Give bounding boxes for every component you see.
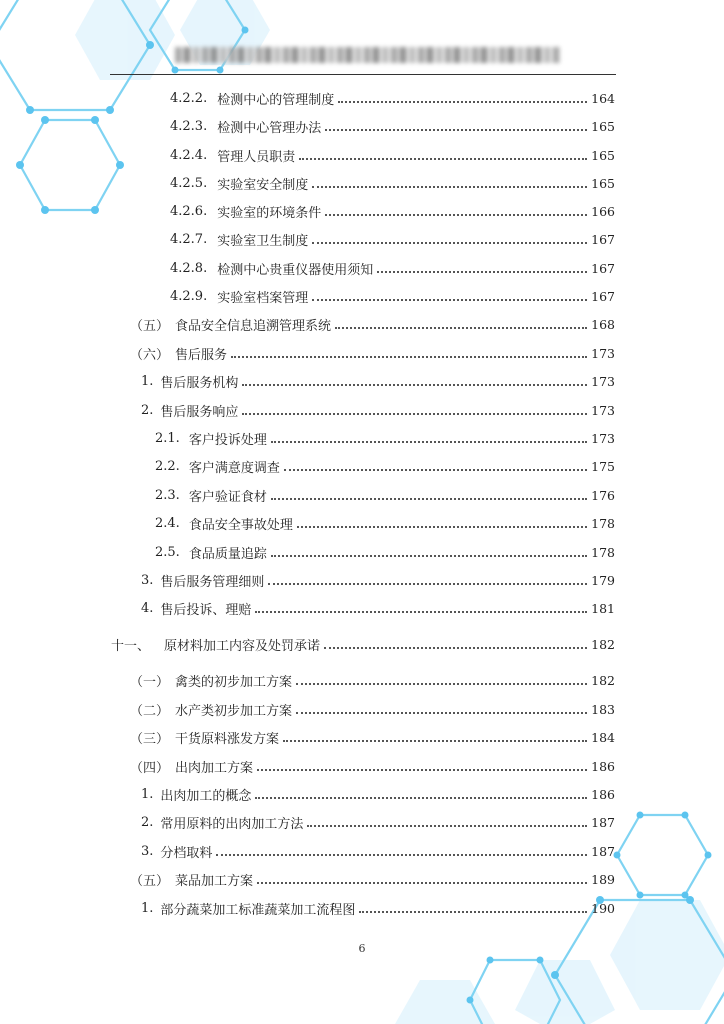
toc-entry-title: 食品质量追踪 (188, 546, 267, 562)
toc-entry-page: 186 (591, 786, 615, 802)
toc-entry-number: 3. (141, 843, 154, 859)
toc-entry-number: 2.5. (155, 544, 180, 560)
toc-entry-number: 2. (141, 814, 154, 830)
toc-entry[interactable] (141, 371, 615, 391)
toc-entry[interactable] (155, 513, 615, 533)
toc-entry-number: 2.3. (155, 487, 180, 503)
toc-entry-title: 干货原料涨发方案 (175, 731, 280, 747)
toc-entry-page: 167 (591, 260, 615, 276)
toc-leader-dots (284, 469, 587, 471)
toc-leader-dots (216, 854, 587, 856)
toc-entry-number: 4.2.9. (170, 288, 208, 304)
toc-entry-page: 179 (591, 572, 615, 588)
toc-entry-page: 165 (591, 118, 615, 134)
toc-leader-dots (257, 769, 587, 771)
toc-leader-dots (255, 797, 587, 799)
toc-entry-number: 2. (141, 402, 154, 418)
toc-leader-dots (296, 683, 587, 685)
toc-entry-title: 检测中心管理办法 (217, 120, 322, 136)
toc-entry-number: 4. (141, 600, 154, 616)
toc-entry-title: 水产类初步加工方案 (175, 703, 293, 719)
toc-entry-title: 出肉加工的概念 (160, 788, 252, 804)
toc-entry[interactable] (170, 258, 615, 278)
toc-entry-number: 4.2.8. (170, 260, 208, 276)
toc-entry-title: 菜品加工方案 (175, 873, 254, 889)
toc-entry-title: 食品安全信息追溯管理系统 (175, 318, 332, 334)
toc-leader-dots (299, 158, 587, 160)
toc-entry-number: （三） (130, 731, 170, 747)
toc-entry-page: 173 (591, 373, 615, 389)
toc-entry-title: 原材料加工内容及处罚承诺 (164, 638, 321, 654)
toc-entry-number: （五） (130, 873, 170, 889)
toc-entry[interactable] (141, 784, 615, 804)
toc-leader-dots (268, 583, 587, 585)
toc-entry[interactable] (141, 841, 615, 861)
toc-entry-page: 182 (591, 672, 615, 688)
toc-entry[interactable] (130, 727, 615, 747)
toc-entry[interactable] (170, 229, 615, 249)
toc-entry-number: （四） (130, 760, 170, 776)
toc-entry[interactable] (141, 898, 615, 918)
toc-leader-dots (231, 356, 587, 358)
toc-leader-dots (255, 611, 587, 613)
toc-entry-title: 实验室的环境条件 (217, 205, 322, 221)
toc-entry-number: 4.2.4. (170, 147, 208, 163)
toc-entry-number: 2.1. (155, 430, 180, 446)
toc-entry-title: 客户投诉处理 (188, 432, 267, 448)
toc-entry[interactable] (130, 699, 615, 719)
toc-entry-number: 4.2.7. (170, 231, 208, 247)
toc-entry-title: 售后服务 (175, 347, 228, 363)
toc-entry[interactable] (111, 634, 615, 654)
toc-entry-number: （六） (130, 347, 170, 363)
toc-entry[interactable] (155, 456, 615, 476)
toc-entry-number: 4.2.5. (170, 175, 208, 191)
toc-entry-page: 164 (591, 90, 615, 106)
toc-entry[interactable] (141, 570, 615, 590)
toc-entry[interactable] (170, 88, 615, 108)
toc-entry[interactable] (130, 869, 615, 889)
toc-entry-page: 165 (591, 175, 615, 191)
toc-entry-page: 166 (591, 203, 615, 219)
toc-leader-dots (296, 712, 587, 714)
toc-leader-dots (312, 242, 587, 244)
toc-entry-page: 173 (591, 345, 615, 361)
toc-leader-dots (242, 413, 587, 415)
toc-entry[interactable] (155, 485, 615, 505)
toc-entry-page: 183 (591, 701, 615, 717)
toc-entry-number: （二） (130, 703, 170, 719)
toc-entry-page: 173 (591, 430, 615, 446)
toc-entry[interactable] (170, 116, 615, 136)
toc-entry-number: 4.2.6. (170, 203, 208, 219)
toc-entry-page: 187 (591, 843, 615, 859)
toc-entry[interactable] (141, 400, 615, 420)
toc-entry[interactable] (155, 542, 615, 562)
toc-entry[interactable] (155, 428, 615, 448)
toc-leader-dots (242, 384, 587, 386)
toc-entry-number: 4.2.2. (170, 90, 208, 106)
toc-entry[interactable] (141, 598, 615, 618)
toc-leader-dots (338, 101, 587, 103)
toc-entry-title: 实验室档案管理 (217, 290, 309, 306)
toc-entry-title: 售后投诉、理赔 (160, 602, 252, 618)
toc-leader-dots (359, 911, 587, 913)
toc-entry-page: 175 (591, 458, 615, 474)
toc-entry-title: 管理人员职责 (217, 149, 296, 165)
toc-leader-dots (283, 740, 587, 742)
toc-entry-title: 售后服务响应 (160, 404, 239, 420)
toc-entry-title: 分档取料 (160, 845, 213, 861)
toc-entry[interactable] (130, 343, 615, 363)
toc-entry-page: 167 (591, 231, 615, 247)
toc-entry-page: 178 (591, 544, 615, 560)
toc-entry-page: 165 (591, 147, 615, 163)
toc-entry-number: 1. (141, 900, 154, 916)
toc-leader-dots (297, 526, 587, 528)
toc-entry-page: 168 (591, 316, 615, 332)
toc-entry-title: 检测中心的管理制度 (217, 92, 335, 108)
toc-entry-title: 禽类的初步加工方案 (175, 674, 293, 690)
toc-leader-dots (257, 882, 587, 884)
toc-leader-dots (325, 129, 587, 131)
toc-entry-number: （五） (130, 318, 170, 334)
toc-entry[interactable] (130, 314, 615, 334)
toc-entry-number: （一） (130, 674, 170, 690)
toc-leader-dots (312, 299, 587, 301)
toc-leader-dots (377, 271, 587, 273)
toc-entry[interactable] (170, 173, 615, 193)
page-number: 6 (358, 942, 366, 955)
toc-leader-dots (324, 647, 587, 649)
toc-entry-number: 十一、 (111, 638, 151, 654)
toc-entry-title: 检测中心贵重仪器使用须知 (217, 262, 374, 278)
toc-entry-page: 178 (591, 515, 615, 531)
toc-leader-dots (307, 825, 587, 827)
toc-entry[interactable] (130, 670, 615, 690)
toc-entry[interactable] (170, 286, 615, 306)
toc-entry-title: 实验室卫生制度 (217, 233, 309, 249)
toc-entry[interactable] (130, 756, 615, 776)
toc-entry-page: 186 (591, 758, 615, 774)
toc-leader-dots (271, 498, 587, 500)
toc-entry-page: 187 (591, 814, 615, 830)
toc-entry-page: 181 (591, 600, 615, 616)
toc-entry-title: 部分蔬菜加工标准蔬菜加工流程图 (160, 902, 356, 918)
toc-leader-dots (271, 441, 587, 443)
toc-entry-page: 184 (591, 729, 615, 745)
toc-entry[interactable] (170, 201, 615, 221)
toc-entry-page: 176 (591, 487, 615, 503)
toc-entry-page: 189 (591, 871, 615, 887)
toc-entry[interactable] (141, 812, 615, 832)
toc-entry-number: 3. (141, 572, 154, 588)
toc-entry-number: 1. (141, 786, 154, 802)
toc-entry-title: 出肉加工方案 (175, 760, 254, 776)
toc-entry-number: 2.2. (155, 458, 180, 474)
toc-entry-page: 167 (591, 288, 615, 304)
toc-entry-page: 173 (591, 402, 615, 418)
toc-entry-number: 2.4. (155, 515, 180, 531)
toc-leader-dots (271, 555, 587, 557)
toc-entry-title: 实验室安全制度 (217, 177, 309, 193)
toc-leader-dots (335, 327, 587, 329)
toc-entry-title: 客户验证食材 (188, 489, 267, 505)
toc-entry-page: 190 (591, 900, 615, 916)
toc-entry-title: 常用原料的出肉加工方法 (160, 816, 304, 832)
toc-leader-dots (312, 186, 587, 188)
toc-entry-page: 182 (591, 636, 615, 652)
toc-entry-title: 售后服务机构 (160, 375, 239, 391)
toc-leader-dots (325, 214, 587, 216)
toc-entry[interactable] (170, 145, 615, 165)
toc-entry-title: 客户满意度调查 (188, 460, 280, 476)
toc-entry-title: 食品安全事故处理 (188, 517, 293, 533)
toc-entry-number: 4.2.3. (170, 118, 208, 134)
toc-entry-title: 售后服务管理细则 (160, 574, 265, 590)
toc-entry-number: 1. (141, 373, 154, 389)
